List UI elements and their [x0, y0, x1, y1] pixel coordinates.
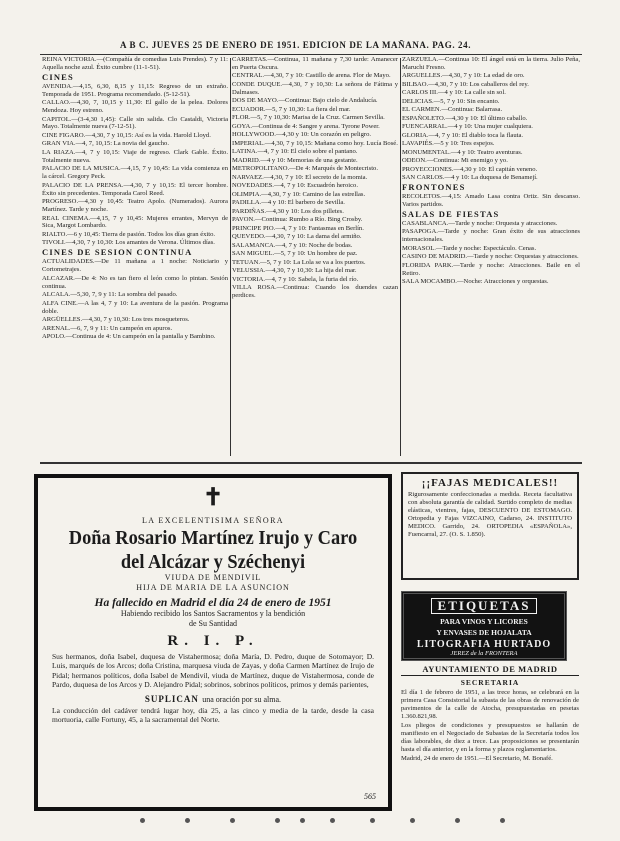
- listing-entry: NOVEDADES.—4, 7 y 10: Escuadrón heroico.: [232, 182, 358, 190]
- binding-hole: [455, 818, 460, 823]
- listing-entry: ARENAL.—6, 7, 9 y 11: Un campeón en apuros.: [42, 324, 173, 332]
- request-heading: [38, 694, 388, 704]
- listing-entry: CENTRAL.—4,30, 7 y 10: Castillo de arena. Flor de Mayo.: [232, 72, 391, 80]
- etiquetas-company: LITOGRAFIA HURTADO: [416, 639, 552, 650]
- listing-entry: CINE FIGARO.—4,30, 7 y 10,15: Así es la vida. Harold Lloyd.: [42, 131, 211, 139]
- listing-entry: REAL CINEMA.—4,15, 7 y 10,45: Mujeres errantes, Mervyn de Sica, Margot Lombardo.: [42, 214, 228, 230]
- listing-entry: LAVAPIÉS.—5 y 10: Tres espejos.: [402, 140, 495, 148]
- request-word: SUPLICAN: [144, 693, 199, 704]
- listing-entry: ACTUALIDADES.—De 11 mañana a 1 noche: Noticiario y Cortometrajes.: [42, 258, 228, 274]
- listing-entry: IMPERIAL.—4,30, 7 y 10,15: Mañana como hoy. Lucía Bosé.: [232, 139, 398, 147]
- daughter-line: HIJA DE MARIA DE LA ASUNCION: [136, 583, 290, 592]
- ayuntamiento-subtitle: SECRETARIA: [460, 678, 520, 687]
- listing-entry: FLOR.—5, 7 y 10,30: Marisa de la Cruz. Carmen Sevilla.: [232, 114, 385, 122]
- binding-hole: [230, 818, 235, 823]
- blessing-line: de Su Santidad: [189, 619, 237, 628]
- listing-entry: ESPAÑOLETO.—4,30 y 10: El último caballo.: [402, 114, 528, 122]
- listing-entry: HOLLYWOOD.—4,30 y 10: Un corazón en peligro.: [232, 131, 372, 139]
- listing-entry: CARLOS III.—4 y 10: La calle sin sol.: [402, 89, 506, 97]
- listing-entry: CALLAO.—4,30, 7, 10,15 y 11,30: El gallo de la pelea. Dolores Mendoza. Hoy estreno.: [42, 99, 228, 115]
- listing-entry: PRINCIPE PIO.—4, 7 y 10: Fantasmas en Berlín.: [232, 224, 364, 232]
- listing-entry: SALAMANCA.—4, 7 y 10: Noche de bodas.: [232, 241, 353, 249]
- listing-entry: GLORIA.—4, 7 y 10: El diablo toca la flauta.: [402, 131, 524, 139]
- header-rule: [40, 54, 582, 55]
- binding-holes: [0, 818, 620, 832]
- binding-hole: [300, 818, 305, 823]
- listing-entry: LA RIAZA.—4, 7 y 10,15: Viaje de regreso. Clark Gable. Éxito. Totalmente nueva.: [42, 148, 228, 164]
- listing-entry: AVENIDA.—4,15, 6,30, 8,15 y 11,15: Regreso de un extraño. Temporada de 1951. Programa recomendado. (5-12-51).: [42, 82, 228, 98]
- binding-hole: [370, 818, 375, 823]
- listing-entry: TETUAN.—5, 7 y 10: La Lola se va a los puertos.: [232, 258, 366, 266]
- death-date-line: Ha fallecido en Madrid el día 24 de enero de 1951: [94, 597, 332, 609]
- obituary-notice: [34, 474, 392, 811]
- listing-entry: ZARZUELA.—Continua 10: El ángel está en la tierra. Julio Peña, Maruchi Fresno.: [402, 56, 580, 71]
- fajas-medicales-ad: [401, 472, 579, 580]
- sacraments-line: Habiendo recibido los Santos Sacramentos y la bendición: [120, 609, 306, 618]
- listing-entry: PAVON.—Continua: Rumbo a Río. Bing Crosby.: [232, 216, 363, 224]
- listing-entry: ALCAZAR.—De 4: No es tan fiero el león como lo pintan. Sesión continua.: [42, 274, 228, 290]
- family-paragraph: Sus hermanos, doña Isabel, duquesa de Vistahermosa; doña María, D. Pedro, duque de Sotomayor; D. Luis, marqués de los Arcos; doña Cristina, marquesa viuda de Zayas, y doña Carmen Martínez de Irujo de Pidal; hermanos políticos, doña Isabel de Mendivil, viuda de Martínez, duque de Vistahermosa, conde de Pardo, duquesa de los Arcos y D. Alejandro Pidal; sobrinos, sobrinos políticos, primos y demás parientes,: [52, 652, 374, 690]
- listing-entry: CONDE DUQUE.—4,30, 7 y 10,30: La señora de Fátima y Dalmases.: [232, 80, 398, 96]
- listing-entry: MORASOL.—Tarde y noche: Espectáculo. Cenas.: [402, 244, 537, 252]
- listing-entry: PALACIO DE LA MUSICA.—4,15, 7 y 10,45: La vida comienza en la cárcel. Gregory Peck.: [42, 165, 228, 181]
- section-rule: [40, 462, 582, 464]
- obituary-title-line: LA EXCELENTISIMA SEÑORA: [142, 516, 284, 525]
- listing-entry: APOLO.—Continua de 4: Un campeón en la pantalla y Bambino.: [42, 333, 216, 340]
- deceased-name-line2: del Alcázar y Széchenyi: [120, 551, 306, 573]
- listing-entry: TIVOLI.—4,30, 7 y 10,30: Los amantes de Verona. Últimos días.: [42, 239, 215, 247]
- listing-entry: GRAN VIA.—4, 7, 10,15: La novia del gaucho.: [42, 140, 169, 148]
- ayuntamiento-paragraph-3: Madrid, 24 de enero de 1951.—El Secretario, M. Bonafé.: [401, 755, 553, 762]
- etiquetas-ad: [401, 591, 567, 661]
- listing-entry: GOYA.—Continua de 4: Sangre y arena. Tyrone Power.: [232, 122, 380, 130]
- section-heading: CINES DE SESION CONTINUA: [42, 247, 193, 258]
- listing-entry: RIALTO.—6 y 10,45: Tierra de pasión. Todos los días gran éxito.: [42, 230, 216, 238]
- section-heading: FRONTONES: [402, 182, 466, 193]
- ayuntamiento-title: AYUNTAMIENTO DE MADRID: [401, 664, 579, 676]
- binding-hole: [330, 818, 335, 823]
- listing-entry: CASINO DE MADRID.—Tarde y noche: Orquestas y atracciones.: [402, 253, 579, 261]
- section-heading: SALAS DE FIESTAS: [402, 209, 500, 220]
- listing-entry: NARVAEZ.—4,30, 7 y 10: El secreto de la momia.: [232, 173, 368, 181]
- binding-hole: [140, 818, 145, 823]
- listing-entry: ARGÜELLES.—4,30, 7 y 10,30: Los tres mosqueteros.: [42, 316, 190, 323]
- fajas-title: ¡¡FAJAS MEDICALES!!: [421, 477, 559, 489]
- listing-entry: SAN CARLOS.—4 y 10: La duquesa de Benamejí.: [402, 174, 538, 182]
- listing-entry: METROPOLITANO.—De 4: Marqués de Montecristo.: [232, 165, 378, 173]
- listing-entry: SAN MIGUEL.—5, 7 y 10: Un hombre de paz.: [232, 250, 358, 258]
- listing-entry: PASAPOGA.—Tarde y noche: Gran éxito de sus atracciones internacionales.: [402, 228, 580, 244]
- listing-entry: SALA MOCAMBO.—Noche: Atracciones y orquestas.: [402, 278, 549, 286]
- cross-icon: ✝: [202, 485, 224, 511]
- listing-entry: DOS DE MAYO.—Continua: Bajo cielo de Andalucía.: [232, 97, 378, 105]
- listing-entry: LATINA.—4, 7 y 10: El cielo sobre el pantano.: [232, 148, 358, 156]
- listing-entry: ALFA CINE.—A las 4, 7 y 10: La aventura de la pasión. Programa doble.: [42, 299, 228, 315]
- listing-entry: RECOLETOS.—4,15: Amado Lasa contra Ortiz. Sin descanso. Varios partidos.: [402, 193, 580, 209]
- listing-entry: MADRID.—4 y 10: Memorias de una gestante.: [232, 156, 358, 164]
- etiquetas-title: ETIQUETAS: [431, 598, 538, 614]
- section-heading: CINES: [42, 71, 74, 82]
- listing-entry: VELUSSIA.—4,30, 7 y 10,30: La hija del mar.: [232, 267, 357, 275]
- listing-entry: QUEVEDO.—4,30, 7 y 10: La dama del armiño.: [232, 233, 362, 241]
- binding-hole: [410, 818, 415, 823]
- listing-entry: ECUADOR.—5, 7 y 10,30: La fiera del mar.: [232, 105, 351, 113]
- listing-entry: VICTORIA.—4, 7 y 10: Sabela, la furia del río.: [232, 275, 359, 283]
- listing-entry: CAPITOL.—(3-4,30 1,45): Calle sin salida. Clo Castaldi, Victoria Mayo. Totalmente nueva (7-12-51).: [42, 115, 228, 131]
- listings-column-2: [232, 56, 398, 456]
- etiquetas-city: JEREZ de la FRONTERA: [450, 650, 518, 657]
- ayuntamiento-paragraph-2: Los pliegos de condiciones y presupuestos se hallarán de manifiesto en el Negociado de Subastas de la Secretaría todos los días laborables, de diez a trece. Las proposiciones se presentarán hasta el día anterior, y en la forma y plazos reglamentarios.: [401, 722, 579, 753]
- binding-hole: [185, 818, 190, 823]
- listings-column-1: [42, 56, 228, 456]
- fajas-text: Rigurosamente confeccionadas a medida. Receta facultativa con absoluta garantía de calidad. Surtido completo de medias elásticas, vientres, fajas, DESCUENTO DE ESTOMAGO. Ortopedia y Fajas VIZCAINO, Cadarso, 24. INSTITUTO MEDICO. Garrido, 24. ORTOPEDIA «ESPAÑOLA», Fuencarral, 27. (O. S. 1.850).: [408, 491, 572, 538]
- rip-heading: R. I. P.: [167, 633, 259, 649]
- listings-column-3: [402, 56, 580, 456]
- funeral-paragraph: La conducción del cadáver tendrá lugar hoy, día 25, a las cinco y media de la tarde, desde la casa mortuoria, calle Fortuny, 45, a la sacramental del Norte.: [52, 705, 374, 725]
- listing-entry: PROGRESO.—4,30 y 10,45: Teatro Apolo. (Numerados). Aurora Martínez. Tarde y noche.: [42, 198, 228, 214]
- request-rest: una oración por su alma.: [202, 694, 282, 704]
- listing-entry: BILBAO.—4,30, 7 y 10: Los caballeros del rey.: [402, 80, 529, 88]
- etiquetas-line2: PARA VINOS Y LICORES: [440, 617, 528, 626]
- listing-entry: REINA VICTORIA.—(Compañía de comedias Luis Prendes). 7 y 11: Aquella noche azul. Éxito cumbre (11-1-51).: [42, 56, 228, 71]
- column-divider: [230, 58, 231, 456]
- etiquetas-line3: Y ENVASES DE HOJALATA: [436, 628, 532, 637]
- listing-entry: ODEON.—Continua: Mi enemigo y yo.: [402, 157, 508, 165]
- binding-hole: [275, 818, 280, 823]
- ayuntamiento-paragraph-1: El día 1 de febrero de 1951, a las trece horas, se celebrará en la primera Casa Consistorial la subasta de las obras de renovación de pavimentos de la calle de Atocha, presupuestadas en pesetas 1.360.821,98.: [401, 689, 579, 720]
- ayuntamiento-notice: [401, 664, 579, 814]
- widow-line: VIUDA DE MENDIVIL: [164, 573, 262, 582]
- listing-entry: FUENCARRAL.—4 y 10: Una mujer cualquiera.: [402, 123, 533, 131]
- listing-entry: PROYECCIONES.—4,30 y 10: El capitán veneno.: [402, 165, 538, 173]
- deceased-name-line1: Doña Rosario Martínez Irujo y Caro: [68, 527, 358, 549]
- listing-entry: CARRETAS.—Continua, 11 mañana y 7,30 tarde: Amanecer en Puerta Oscura.: [232, 56, 398, 71]
- page-header: A B C. JUEVES 25 DE ENERO DE 1951. EDICION DE LA MAÑANA. PAG. 24.: [120, 40, 472, 50]
- column-divider: [400, 58, 401, 456]
- listing-entry: PARDIÑAS.—4,30 y 10: Los dos pilletes.: [232, 207, 344, 215]
- listing-entry: OLIMPIA.—4,30, 7 y 10: Camino de las estrellas.: [232, 190, 366, 198]
- ad-reference-number: 565: [364, 792, 376, 801]
- listing-entry: PALACIO DE LA PRENSA.—4,30, 7 y 10,15: El tercer hombre. Éxito sin precedentes. Temporada Carol Reed.: [42, 181, 228, 197]
- listing-entry: PADILLA.—4 y 10: El barbero de Sevilla.: [232, 199, 345, 207]
- listing-entry: ARGUELLES.—4,30, 7 y 10: La edad de oro.: [402, 72, 525, 80]
- listing-entry: EL CARMEN.—Continua: Balarrasa.: [402, 106, 503, 114]
- listing-entry: CASABLANCA.—Tarde y noche: Orquesta y atracciones.: [402, 219, 558, 227]
- binding-hole: [500, 818, 505, 823]
- listing-entry: FLORIDA PARK.—Tarde y noche: Atracciones. Baile en el Retiro.: [402, 261, 580, 277]
- listing-entry: MONUMENTAL.—4 y 10: Teatro aventuras.: [402, 148, 523, 156]
- listing-entry: DELICIAS.—5, 7 y 10: Sin encanto.: [402, 97, 500, 105]
- listing-entry: ALCALA.—5,30, 7, 9 y 11: La sombra del pasado.: [42, 291, 178, 299]
- listing-entry: VILLA ROSA.—Continua: Cuando los duendes cazan perdices.: [232, 284, 398, 300]
